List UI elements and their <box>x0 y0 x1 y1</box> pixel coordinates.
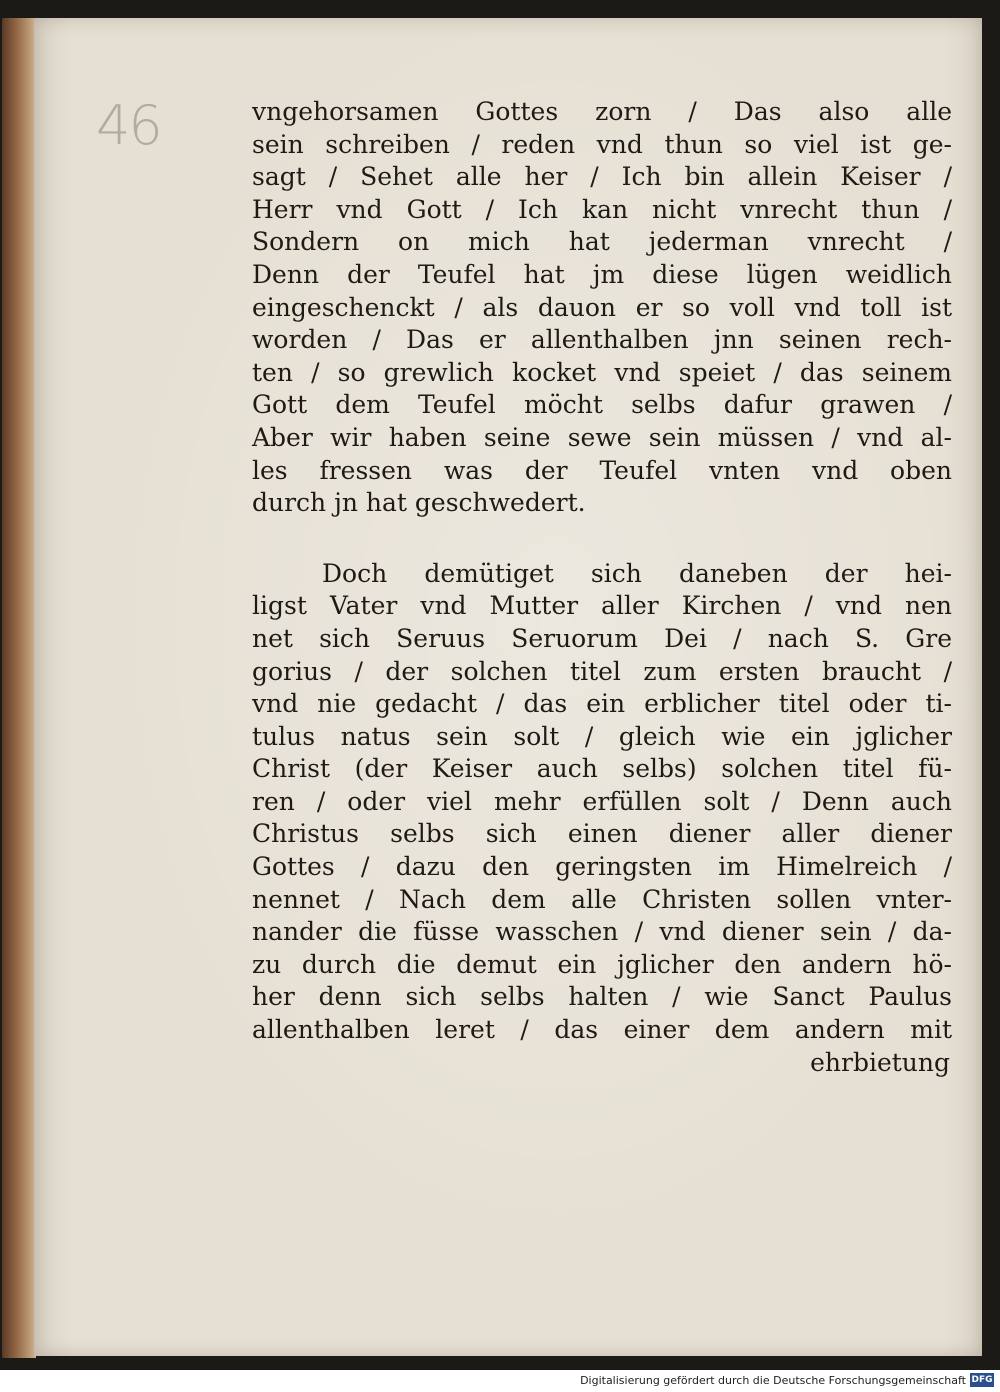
text-line: durch jn hat geschwedert. <box>252 488 586 518</box>
text-block <box>252 96 952 1079</box>
text-line: ten / so grewlich kocket vnd speiet / das seinem <box>252 357 952 387</box>
paragraph-1 <box>252 96 952 520</box>
text-line: les fressen was der Teufel vnten vnd oben <box>252 455 952 485</box>
text-line: Gottes / dazu den geringsten im Himelreich / <box>252 852 952 882</box>
book-edge <box>2 18 36 1358</box>
text-line: vngehorsamen Gottes zorn / Das also alle <box>252 97 952 126</box>
text-line: sagt / Sehet alle her / Ich bin allein Keiser / <box>252 162 952 192</box>
text-line: allenthalben leret / das einer dem andern mit <box>252 1015 952 1045</box>
text-line: worden / Das er allenthalben jnn seinen rech- <box>252 325 952 355</box>
catchword: ehrbietung <box>810 1047 950 1077</box>
text-line: Denn der Teufel hat jm diese lügen weidlich <box>252 259 952 289</box>
text-line: Christus selbs sich einen diener aller diener <box>252 819 952 849</box>
text-line: ligst Vater vnd Mutter aller Kirchen / vnd nen <box>252 591 952 621</box>
text-line: Sondern on mich hat jederman vnrecht / <box>252 227 952 257</box>
paragraph-2 <box>252 558 952 1047</box>
text-line: Doch demütiget sich daneben der hei- <box>322 558 952 588</box>
text-line: net sich Seruus Seruorum Dei / nach S. Gre <box>252 623 952 653</box>
text-line: Gott dem Teufel möcht selbs dafur grawen / <box>252 390 952 420</box>
text-line: tulus natus sein solt / gleich wie ein jglicher <box>252 721 952 751</box>
text-line: Christ (der Keiser auch selbs) solchen titel fü- <box>252 754 952 784</box>
dfg-logo-icon: DFG <box>971 1375 993 1385</box>
text-line: zu durch die demut ein jglicher den andern hö- <box>252 949 952 979</box>
text-line: nander die füsse wasschen / vnd diener sein / da- <box>252 917 952 947</box>
text-line: her denn sich selbs halten / wie Sanct Paulus <box>252 982 952 1012</box>
text-line: nennet / Nach dem alle Christen sollen vnter- <box>252 884 952 914</box>
dfg-credit-text: Digitalisierung gefördert durch die Deutsche Forschungsgemeinschaft <box>580 1374 966 1387</box>
text-line: Aber wir haben seine sewe sein müssen / vnd al- <box>252 422 952 452</box>
text-line: Herr vnd Gott / Ich kan nicht vnrecht thun / <box>252 194 952 224</box>
text-line: eingeschenckt / als dauon er so voll vnd toll ist <box>252 292 952 322</box>
paragraph-gap <box>252 520 952 558</box>
text-line: gorius / der solchen titel zum ersten braucht / <box>252 656 952 686</box>
text-line: sein schreiben / reden vnd thun so viel ist ge- <box>252 129 952 159</box>
text-line: vnd nie gedacht / das ein erblicher titel oder ti- <box>252 689 952 719</box>
text-line: ren / oder viel mehr erfüllen solt / Denn auch <box>252 786 952 816</box>
folio-number: 46 <box>96 94 161 157</box>
footer-bar <box>0 1370 1000 1392</box>
